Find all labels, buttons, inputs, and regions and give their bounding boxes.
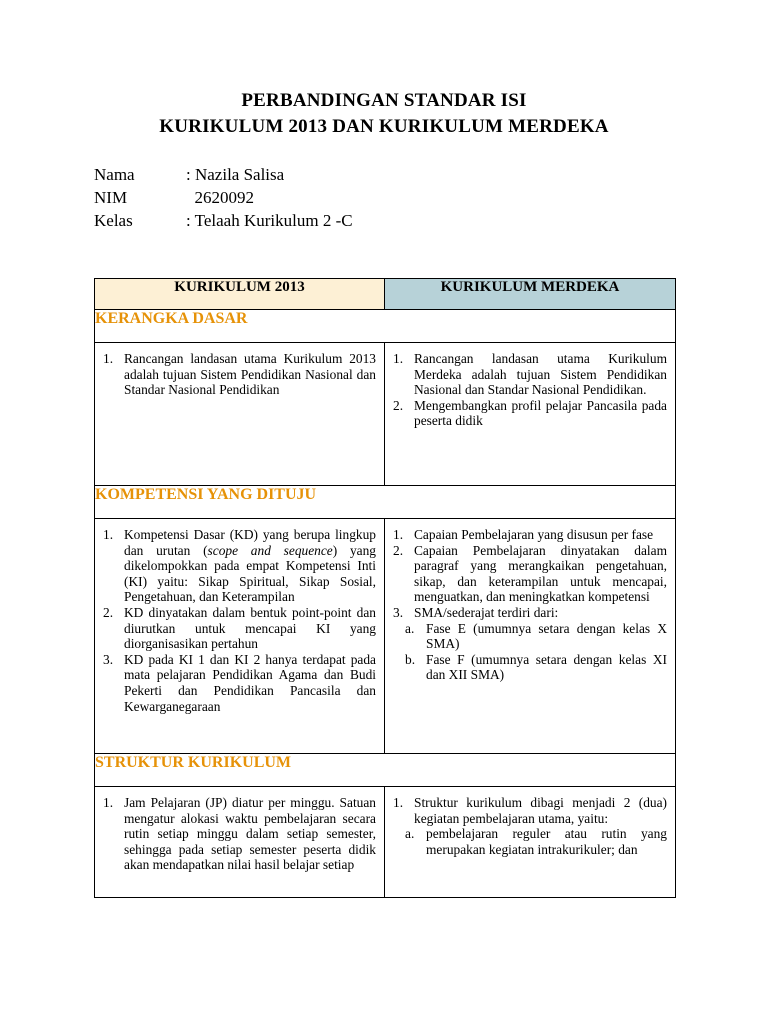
section-heading-row xyxy=(95,754,676,787)
info-value: 2620092 xyxy=(186,188,254,207)
list-item: 2. KD dinyatakan dalam bentuk point-point dan diurutkan untuk mencapai KI yang diorganisasikan pertahun xyxy=(103,604,376,652)
list-item: 1. Struktur kurikulum dibagi menjadi 2 (dua) kegiatan pembelajaran utama, yaitu: xyxy=(393,795,667,826)
sub-list-item: b. Fase F (umumnya setara dengan kelas XI dan XII SMA) xyxy=(405,651,667,683)
document-title-line-2: KURIKULUM 2013 DAN KURIKULUM MERDEKA xyxy=(159,116,609,137)
list-item: 2. Capaian Pembelajaran dinyatakan dalam paragraf yang merangkaikan pengetahuan, sikap, dan keterampilan untuk mencapai, menguatkan, dan meningkatkan kompetensi xyxy=(393,542,667,605)
sub-list xyxy=(393,621,667,683)
table-row xyxy=(95,519,676,754)
table-row xyxy=(95,787,676,898)
list-item: 1. Rancangan landasan utama Kurikulum 2013 adalah tujuan Sistem Pendidikan Nasional dan Standar Nasional Pendidikan xyxy=(103,351,376,398)
list-item: 3. KD pada KI 1 dan KI 2 hanya terdapat pada mata pelajaran Pendidikan Agama dan Budi Pekerti dan Pendidikan Pancasila dan Kewarganegaraan xyxy=(103,651,376,714)
merdeka-cell xyxy=(385,519,676,754)
table-row xyxy=(95,343,676,486)
list-item: 2. Mengembangkan profil pelajar Pancasila pada peserta didik xyxy=(393,397,667,429)
info-label: Nama xyxy=(94,165,135,184)
sub-list xyxy=(393,826,667,857)
info-value: : Telaah Kurikulum 2 -C xyxy=(186,211,353,230)
document-title-line-1: PERBANDINGAN STANDAR ISI xyxy=(241,90,527,111)
section-heading-row xyxy=(95,310,676,343)
section-heading-struktur: STRUKTUR KURIKULUM xyxy=(95,754,676,787)
merdeka-cell xyxy=(385,787,676,898)
section-heading-kompetensi: KOMPETENSI YANG DITUJU xyxy=(95,486,676,519)
section-heading-kerangka-dasar: KERANGKA DASAR xyxy=(95,310,676,343)
info-label: Kelas xyxy=(94,211,133,230)
k13-cell xyxy=(95,787,385,898)
list-item: 1. Kompetensi Dasar (KD) yang berupa lingkup dan urutan (scope and sequence) yang dikelompokkan pada empat Kompetensi Inti (KI) yaitu: Sikap Spiritual, Sikap Sosial, Pengetahuan, dan Keterampilan xyxy=(103,527,376,605)
sub-list-item: a. pembelajaran reguler atau rutin yang merupakan kegiatan intrakurikuler; dan xyxy=(405,826,667,857)
info-label: NIM xyxy=(94,188,128,207)
list-item: 1. Rancangan landasan utama Kurikulum Merdeka adalah tujuan Sistem Pendidikan Nasional dan Standar Nasional Pendidikan. xyxy=(393,351,667,398)
header-kurikulum-2013: KURIKULUM 2013 xyxy=(95,279,385,310)
list-item: 1. Jam Pelajaran (JP) diatur per minggu. Satuan mengatur alokasi waktu pembelajaran secara rutin setiap minggu dalam setiap semester, sehingga pada setiap semester peserta didik akan mendapatkan nilai hasil belajar setiap xyxy=(103,795,376,873)
sub-list-item: a. Fase E (umumnya setara dengan kelas X SMA) xyxy=(405,620,667,652)
k13-cell xyxy=(95,343,385,486)
info-value: : Nazila Salisa xyxy=(186,165,285,184)
merdeka-cell xyxy=(385,343,676,486)
k13-cell xyxy=(95,519,385,754)
section-heading-row xyxy=(95,486,676,519)
list-item: 3. SMA/sederajat terdiri dari: xyxy=(393,604,559,620)
list-item: 1. Capaian Pembelajaran yang disusun per fase xyxy=(393,527,654,542)
table-header-row xyxy=(95,279,676,310)
header-kurikulum-merdeka: KURIKULUM MERDEKA xyxy=(385,279,676,310)
comparison-table xyxy=(94,278,676,898)
